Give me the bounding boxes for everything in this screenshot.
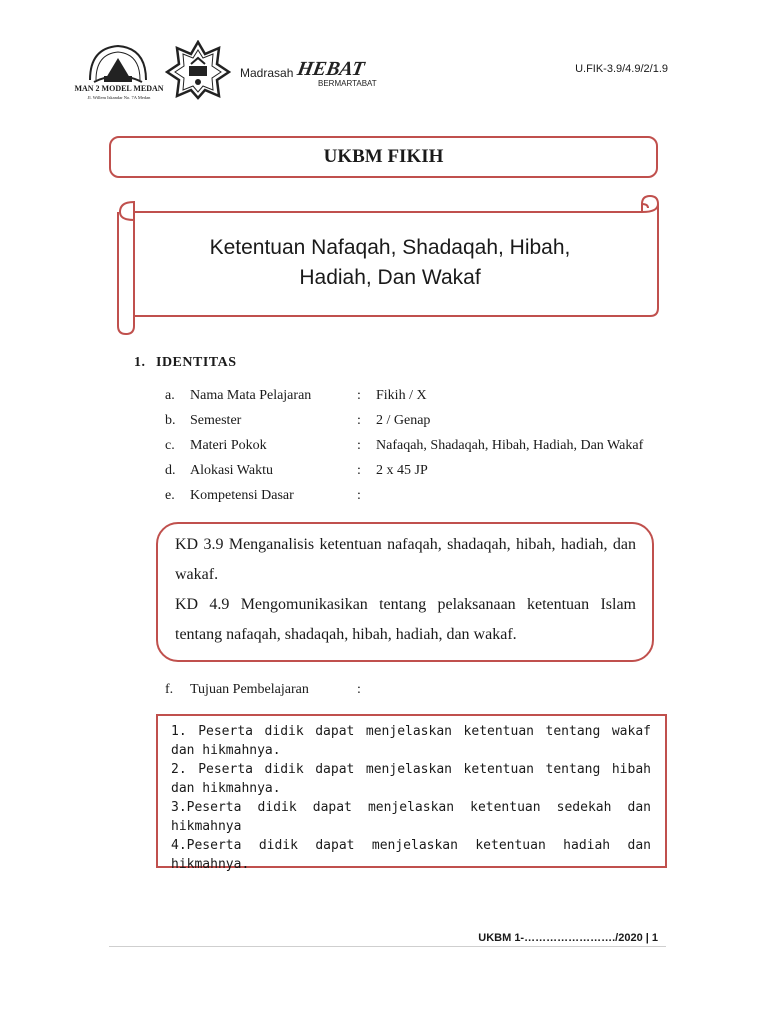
row-letter: d. (165, 463, 176, 478)
tujuan-item: 1. Peserta didik dapat menjelaskan ketentuan tentang wakaf dan hikmahnya. (171, 724, 651, 758)
identity-row (165, 438, 643, 458)
slogan-logo-icon (238, 55, 388, 95)
row-value: 2 x 45 JP (376, 463, 428, 478)
topic-title (140, 233, 640, 293)
row-label: Materi Pokok (190, 438, 267, 453)
section-title: IDENTITAS (156, 355, 237, 370)
slogan-suffix: BERMARTABAT (318, 79, 377, 88)
row-label: Tujuan Pembelajaran (190, 682, 309, 697)
page-footer: UKBM 1-……………………./2020 | 1 (478, 932, 658, 944)
school-name: MAN 2 MODEL MEDAN (74, 84, 164, 93)
row-colon: : (357, 388, 361, 403)
identity-row (165, 488, 376, 508)
title-box (109, 136, 658, 178)
identity-row (165, 463, 428, 483)
row-letter: b. (165, 413, 176, 428)
identity-row (165, 413, 430, 433)
row-value: Nafaqah, Shadaqah, Hibah, Hadiah, Dan Wakaf (376, 438, 644, 453)
tujuan-box (156, 714, 667, 872)
row-colon: : (357, 438, 361, 453)
tujuan-item: 3.Peserta didik dapat menjelaskan ketentuan sedekah dan hikmahnya (171, 800, 651, 834)
document-code: U.FIK-3.9/4.9/2/1.9 (575, 63, 668, 75)
row-letter: c. (165, 438, 175, 453)
row-value: 2 / Genap (376, 413, 431, 428)
row-value: Fikih / X (376, 388, 427, 403)
row-label: Alokasi Waktu (190, 463, 273, 478)
topic-line-2: Hadiah, Dan Wakaf (299, 266, 481, 289)
school-address: Jl. Willem Iskandar No. 7A Medan (87, 95, 151, 100)
row-colon: : (357, 463, 361, 478)
kd-3-9: KD 3.9 Menganalisis ketentuan nafaqah, shadaqah, hibah, hadiah, dan wakaf. (175, 536, 636, 583)
row-label: Kompetensi Dasar (190, 488, 294, 503)
section-heading (134, 355, 237, 371)
row-label: Nama Mata Pelajaran (190, 388, 312, 403)
topic-line-1: Ketentuan Nafaqah, Shadaqah, Hibah, (209, 236, 571, 259)
slogan-prefix: Madrasah (240, 66, 294, 80)
ministry-emblem-icon (165, 40, 231, 100)
row-colon: : (357, 488, 361, 503)
row-letter: f. (165, 682, 174, 697)
kd-4-9: KD 4.9 Mengomunikasikan tentang pelaksanaan ketentuan Islam tentang nafaqah, shadaqah, hibah, hadiah, dan wakaf. (175, 596, 636, 643)
identity-row (165, 388, 427, 408)
slogan-main: HEBAT (295, 58, 367, 80)
section-number: 1. (134, 355, 146, 370)
kompetensi-dasar-box (156, 522, 654, 662)
row-label: Semester (190, 413, 242, 428)
row-colon: : (357, 413, 361, 428)
tujuan-item: 2. Peserta didik dapat menjelaskan ketentuan tentang hibah dan hikmahnya. (171, 762, 651, 796)
row-colon: : (357, 682, 361, 697)
row-letter: e. (165, 488, 175, 503)
tujuan-row (165, 682, 361, 698)
footer-divider (109, 946, 666, 947)
page-title: UKBM FIKIH (323, 146, 444, 167)
tujuan-item: 4.Peserta didik dapat menjelaskan ketentuan hadiah dan hikmahnya. (171, 838, 651, 872)
row-letter: a. (165, 388, 175, 403)
